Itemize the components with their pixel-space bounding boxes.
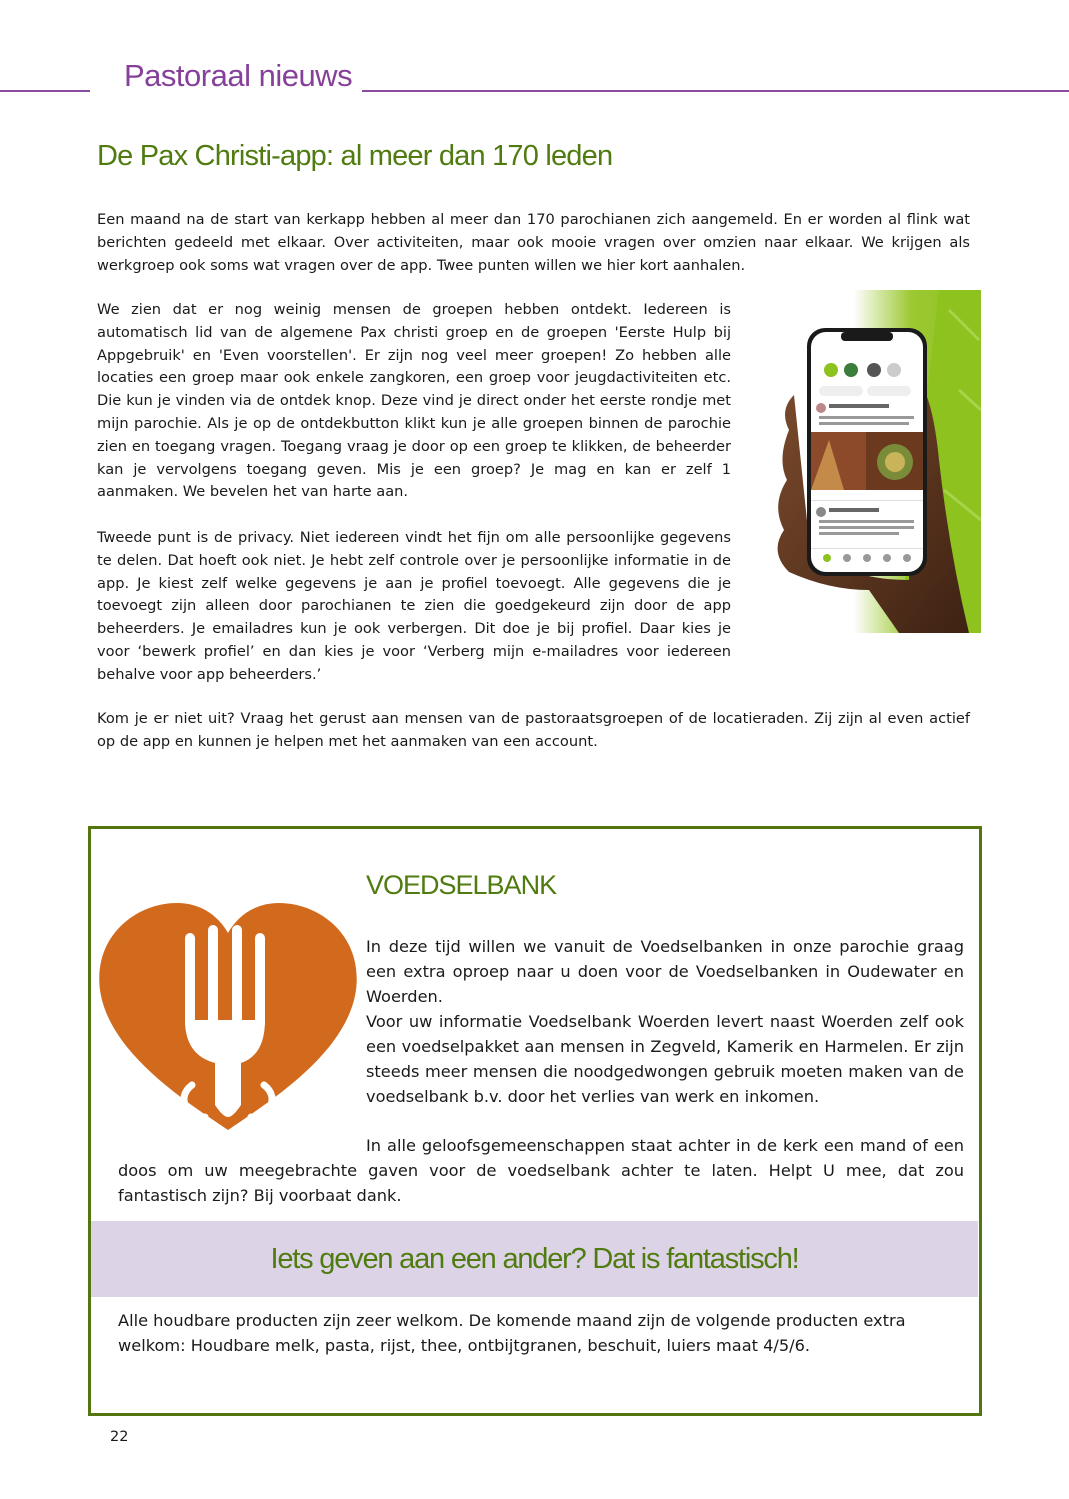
- callout-band: [91, 1221, 978, 1297]
- header-rule-left: [0, 90, 90, 92]
- voedselbank-paragraph-2: Voor uw informatie Voedselbank Woerden levert naast Woerden zelf ook een voedselpakket aan mensen in Zegveld, Kamerik en Harmelen. Er zijn steeds meer mensen die noodgedwongen gebruik moeten maken van de voedselbank b.v. door het verlies van werk en inkomen.: [366, 1012, 964, 1106]
- heart-fork-icon: [97, 895, 359, 1143]
- article-paragraph-2: We zien dat er nog weinig mensen de groepen hebben ontdekt. Iedereen is automatisch lid van de algemene Pax christi groep en de groepen 'Eerste Hulp bij Appgebruik' en 'Even voorstellen'. Er zijn nog veel meer groepen! Zo hebben alle locaties een groep maar ook enkele zangkoren, een groep voor jeugdactiviteiten etc. Die kun je vinden via de ontdek knop. Deze vind je direct onder het eerste rondje met mijn parochie. Als je op de ontdekbutton klikt kun je alle groepen binnen de parochie zien en toegang vragen. Toegang vraag je door op een groep te klikken, de beheerder kan je vervolgens toegang geven. Mis je een groep? Je mag en kan er zelf 1 aanmaken. We bevelen het van harte aan.: [97, 301, 731, 501]
- phone-in-hand-image: [749, 290, 981, 633]
- voedselbank-title: VOEDSELBANK: [366, 870, 557, 900]
- header-rule-right: [362, 90, 1069, 92]
- voedselbank-paragraph-3a: In alle geloofsgemeenschappen staat achter in de kerk een mand of een: [366, 1136, 964, 1155]
- section-title: Pastoraal nieuws: [124, 58, 353, 93]
- voedselbank-paragraph-3b: doos om uw meegebrachte gaven voor de voedselbank achter te laten. Helpt U mee, dat zou fantastisch zijn? Bij voorbaat dank.: [118, 1161, 964, 1205]
- article-paragraph-1: Een maand na de start van kerkapp hebben al meer dan 170 parochianen zich aangemeld. En er worden al flink wat berichten gedeeld met elkaar. Over activiteiten, maar ook mooie vragen over omzien naar elkaar. We krijgen als werkgroep ook soms wat vragen over de app. Twee punten willen we hier kort aanhalen.: [97, 211, 970, 274]
- article-paragraph-3: Tweede punt is de privacy. Niet iedereen vindt het fijn om alle persoonlijke gegevens te delen. Dat hoeft ook niet. Je hebt zelf controle over je persoonlijke informatie in de app. Je kiest zelf welke gegevens je aan je profiel toevoegt. Alle gegevens die je toevoegt zijn alleen door parochianen te zien die goedgekeurd zijn door de app beheerders. Je emailadres kun je ook verbergen. Dit doe je bij profiel. Daar kies je voor ‘bewerk profiel’ en dan kies je voor ‘Verberg mijn e-mailadres voor iedereen behalve voor app beheerders.’: [97, 529, 731, 683]
- voedselbank-paragraph-4: Alle houdbare producten zijn zeer welkom. De komende maand zijn de volgende producten extra welkom: Houdbare melk, pasta, rijst, thee, ontbijtgranen, beschuit, luiers maat 4/5/6.: [118, 1311, 906, 1355]
- article-paragraph-4: Kom je er niet uit? Vraag het gerust aan mensen van de pastoraatsgroepen of de locatieraden. Zij zijn al even actief op de app en kunnen je helpen met het aanmaken van een account.: [97, 710, 970, 750]
- callout-heading: Iets geven aan een ander? Dat is fantastisch!: [270, 1242, 799, 1275]
- page-number: 22: [110, 1429, 129, 1445]
- article-title: De Pax Christi-app: al meer dan 170 leden: [97, 140, 613, 172]
- voedselbank-paragraph-1: In deze tijd willen we vanuit de Voedselbanken in onze parochie graag een extra oproep naar u doen voor de Voedselbanken in Oudewater en Woerden.: [366, 937, 964, 1006]
